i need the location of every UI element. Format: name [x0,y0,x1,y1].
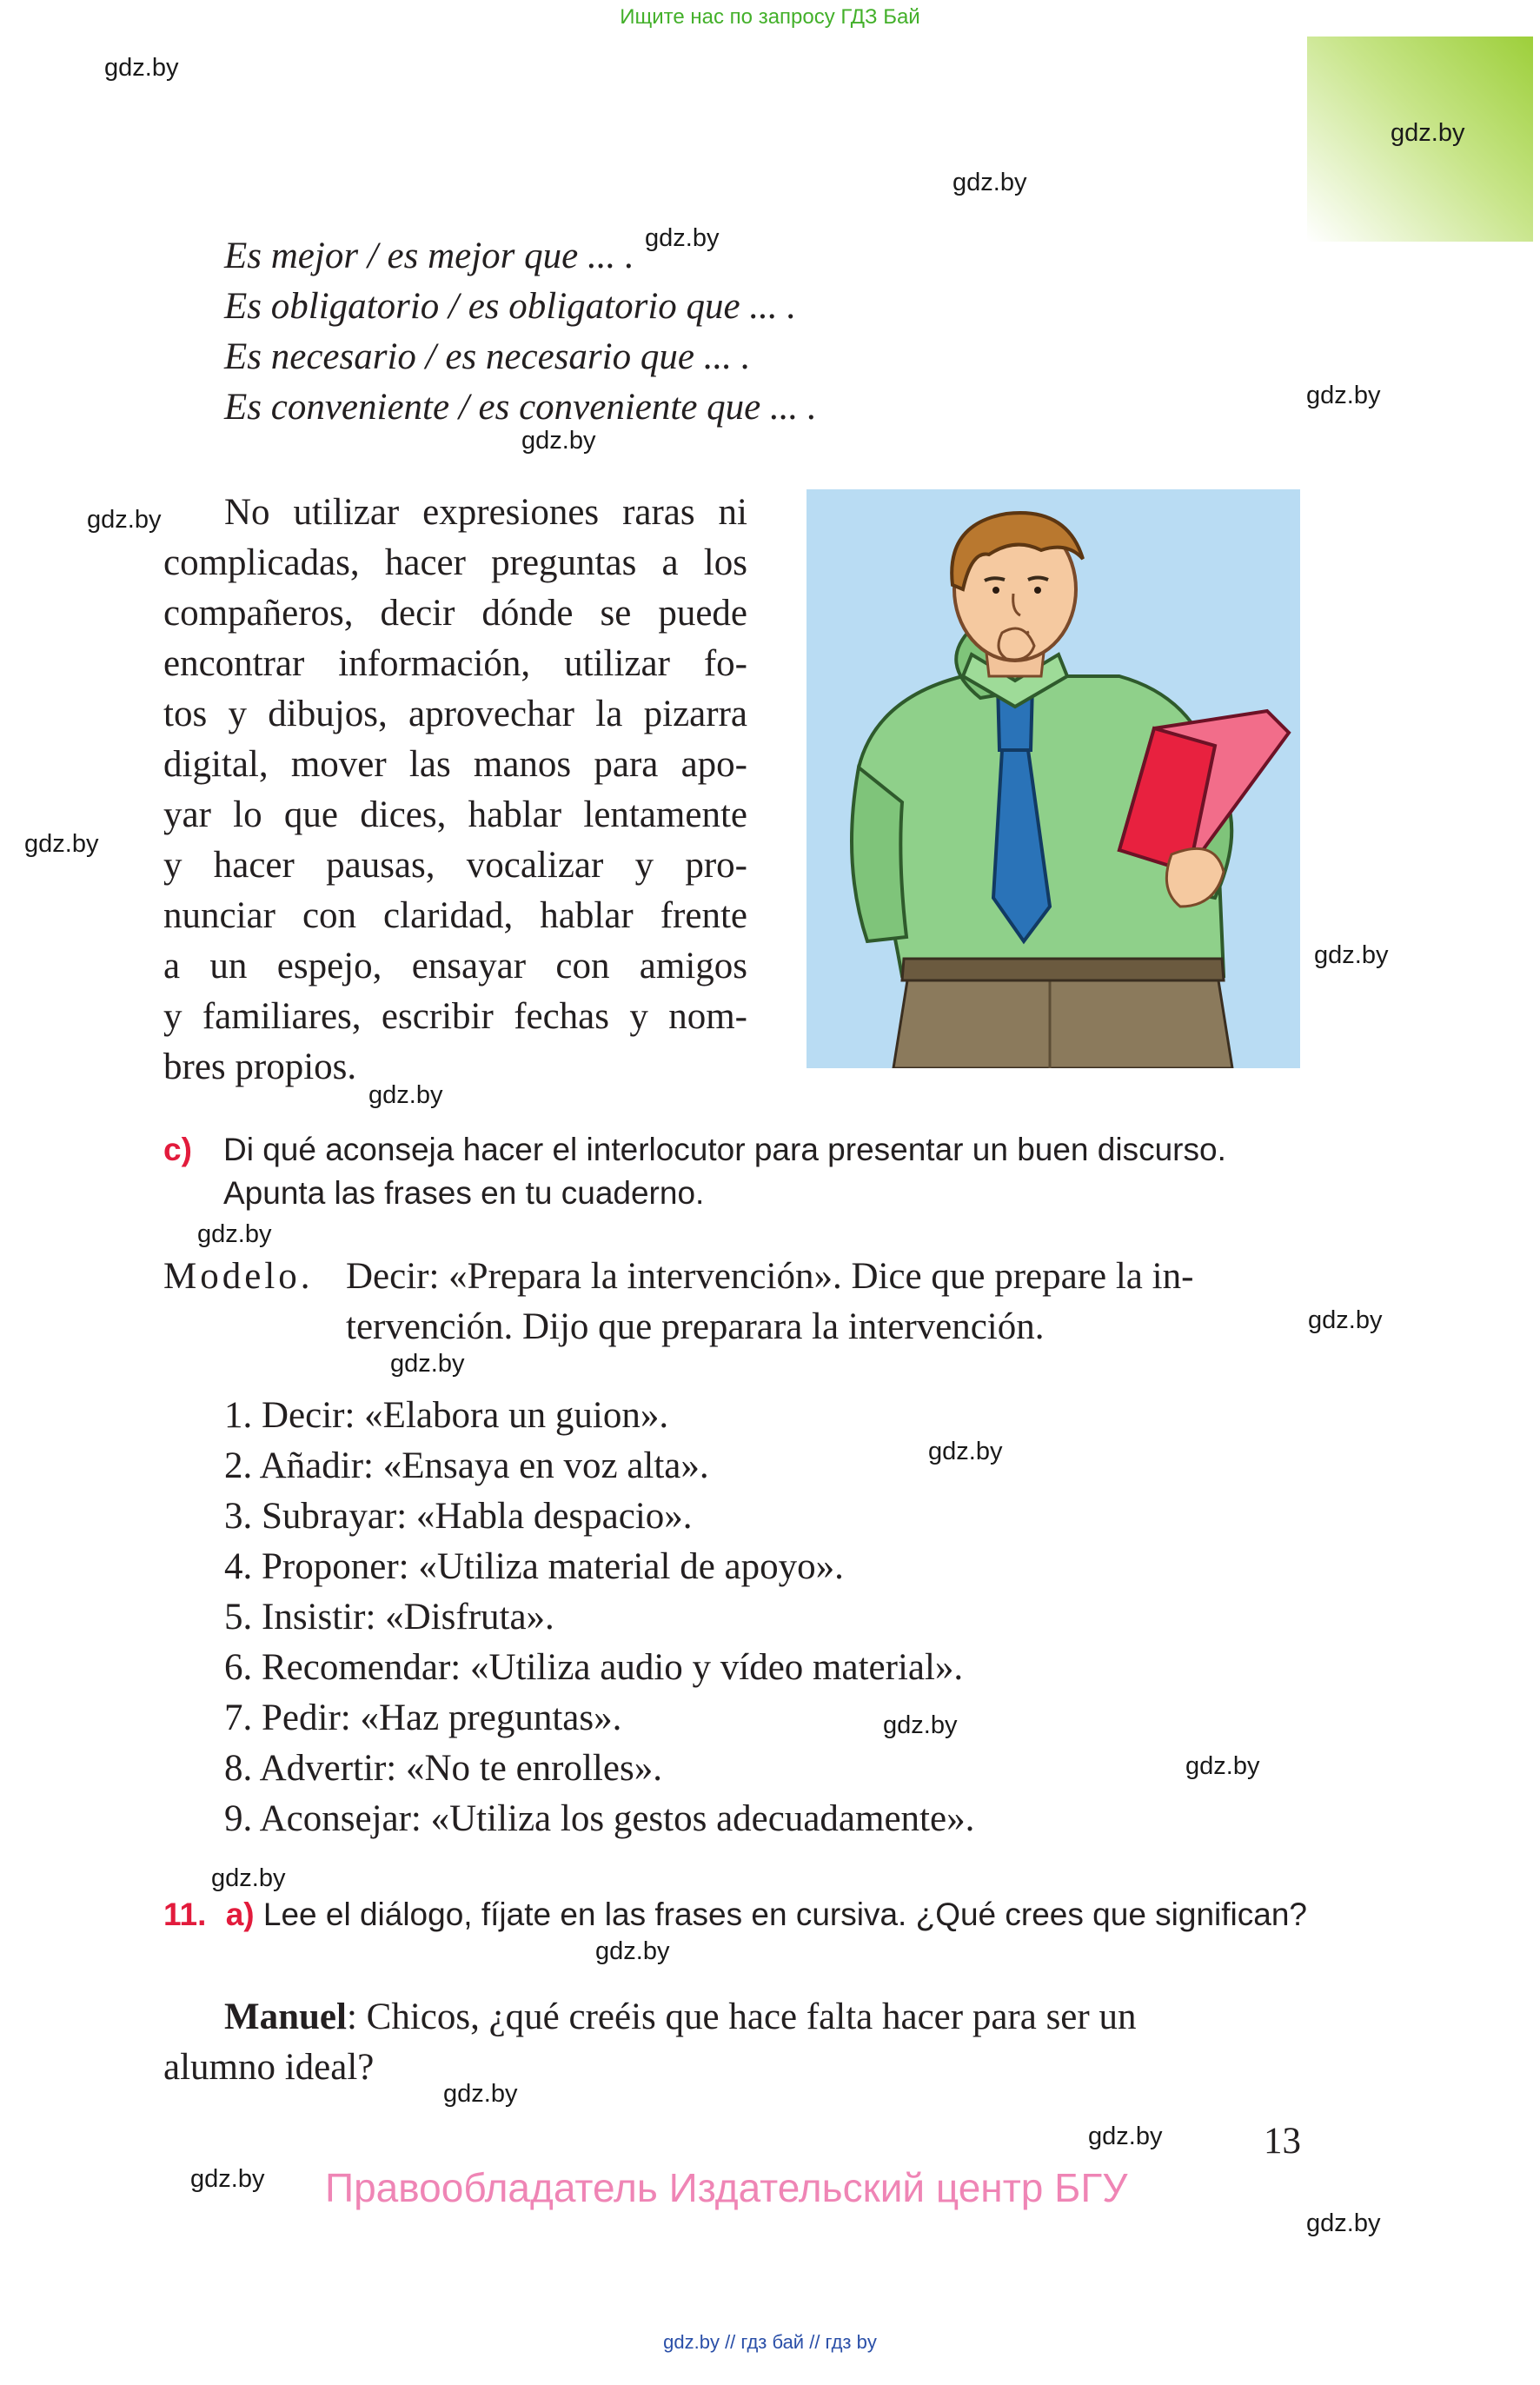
paragraph-line: complicadas, hacer preguntas a los [163,542,747,583]
list-item: 9. Aconsejar: «Utiliza los gestos adecuadamente». [224,1798,975,1839]
watermark: gdz.by [87,506,162,534]
watermark: gdz.by [1185,1752,1260,1780]
watermark: gdz.by [883,1711,958,1739]
watermark: gdz.by [645,224,720,252]
watermark: gdz.by [443,2080,518,2108]
list-item: 3. Subrayar: «Habla despacio». [224,1496,693,1537]
watermark: gdz.by [1308,1306,1383,1334]
task-11 [163,1895,1307,1935]
boy-reading-drawing [807,489,1300,1068]
task-c-line: Di qué aconseja hacer el interlocutor para presentar un buen discurso. [223,1132,1226,1167]
watermark: gdz.by [104,54,179,82]
watermark: gdz.by [1391,119,1465,147]
watermark: gdz.by [211,1864,286,1892]
model-line: Decir: «Prepara la intervención». Dice que prepare la in- [346,1256,1194,1297]
watermark: gdz.by [368,1081,443,1109]
paragraph-line: digital, mover las manos para apo- [163,744,747,785]
phrase-line: Es obligatorio / es obligatorio que ... . [224,286,797,327]
advice-paragraph [163,488,747,1093]
watermark: gdz.by [928,1438,1003,1465]
watermark: gdz.by [190,2165,265,2193]
watermark: gdz.by [521,427,596,455]
watermark: gdz.by [197,1220,272,1248]
watermark: gdz.by [595,1937,670,1965]
phrase-line: Es mejor / es mejor que ... . [224,236,634,276]
watermark: gdz.by [1306,2209,1381,2237]
paragraph-line: yar lo que dices, hablar lentamente [163,794,747,835]
speaker-name: Manuel [224,1996,347,2037]
bottom-link[interactable]: gdz.by // гдз бай // гдз by [663,2331,877,2353]
list-item: 6. Recomendar: «Utiliza audio y vídeo material». [224,1647,964,1688]
watermark: gdz.by [953,169,1027,196]
list-item: 1. Decir: «Elabora un guion». [224,1395,669,1436]
phrase-line: Es conveniente / es conveniente que ... . [224,387,817,428]
page-number: 13 [1264,2121,1301,2162]
dialogue-line [224,1992,1136,2043]
paragraph-line: y familiares, escribir fechas y nom- [163,996,747,1037]
list-item: 2. Añadir: «Ensaya en voz alta». [224,1445,709,1486]
copyright-footer: Правообладатель Издательский центр БГУ [325,2165,1128,2210]
list-item: 8. Advertir: «No te enrolles». [224,1748,662,1789]
watermark: gdz.by [24,830,99,858]
boy-reading-illustration [807,489,1300,1068]
task-number: 11. [163,1897,207,1932]
paragraph-line: No utilizar expresiones raras ni [224,492,747,533]
dialogue-line: alumno ideal? [163,2047,375,2088]
watermark: gdz.by [1314,941,1389,969]
model-label: Modelo. [163,1256,314,1297]
task-c-line: Apunta las frases en tu cuaderno. [223,1175,705,1211]
watermark: gdz.by [1306,382,1381,409]
paragraph-line: a un espejo, ensayar con amigos [163,946,747,987]
paragraph-line: encontrar información, utilizar fo- [163,643,747,684]
paragraph-line: y hacer pausas, vocalizar y pro- [163,845,747,886]
watermark: gdz.by [390,1350,465,1378]
list-item: 5. Insistir: «Disfruta». [224,1597,554,1638]
task-letter: c) [163,1132,192,1167]
task-11-text: Lee el diálogo, fíjate en las frases en cursiva. ¿Qué crees que significan? [262,1897,1308,1932]
list-item: 4. Proponer: «Utiliza material de apoyo». [224,1546,844,1587]
paragraph-line: compañeros, decir dónde se puede [163,593,747,634]
paragraph-line: tos y dibujos, aprovechar la pizarra [163,694,747,734]
model-line: tervención. Dijo que preparara la intervención. [346,1306,1045,1347]
top-banner[interactable]: Ищите нас по запросу ГДЗ Бай [620,5,920,29]
task-letter: a) [225,1897,255,1932]
paragraph-line: nunciar con claridad, hablar frente [163,895,747,936]
paragraph-line: bres propios. [163,1046,357,1087]
watermark: gdz.by [1088,2123,1163,2150]
list-item: 7. Pedir: «Haz preguntas». [224,1697,622,1738]
dialogue-text: : Chicos, ¿qué creéis que hace falta hacer para ser un [346,1996,1137,2037]
phrase-line: Es necesario / es necesario que ... . [224,336,751,377]
